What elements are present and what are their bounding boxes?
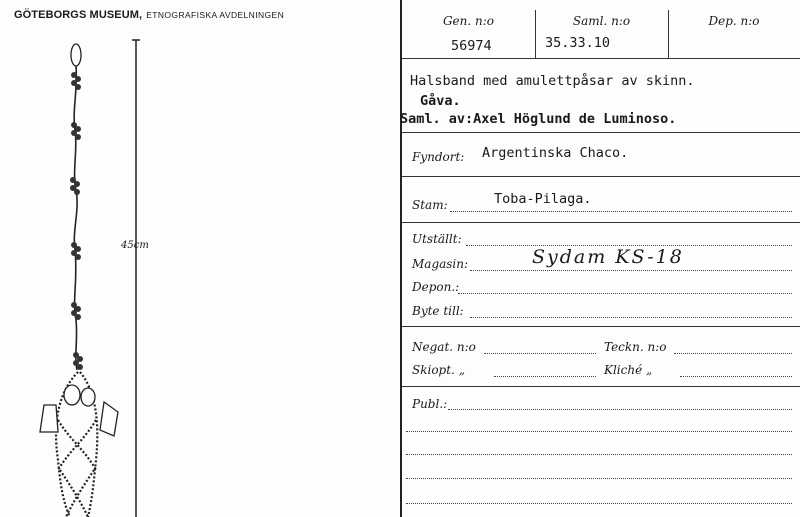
row-divider [402, 326, 800, 327]
necklace-drawing [0, 30, 390, 517]
skiopt-line [494, 376, 596, 377]
dep-no-label: Dep. n:o [708, 14, 760, 28]
magasin-line [470, 270, 792, 271]
gen-no-label: Gen. n:o [442, 14, 495, 28]
stam-value: Toba-Pilaga. [494, 191, 592, 207]
depon-label: Depon.: [412, 280, 460, 294]
publ-line [448, 409, 792, 410]
publ-line [406, 454, 792, 455]
museum-name: GÖTEBORGS MUSEUM, [14, 9, 143, 21]
header-divider [402, 58, 800, 59]
stam-label: Stam: [412, 198, 448, 212]
negat-label: Negat. n:o [412, 340, 476, 354]
magasin-value: Sydam KS-18 [532, 246, 684, 268]
skiopt-label: Skiopt. „ [412, 363, 465, 377]
row-divider [402, 386, 800, 387]
magasin-label: Magasin: [412, 257, 469, 271]
row-divider [402, 222, 800, 223]
utstallt-label: Utställt: [412, 232, 462, 246]
teckn-label: Teckn. n:o [604, 340, 667, 354]
publ-label: Publ.: [412, 397, 448, 411]
acquisition: Gåva. [420, 93, 461, 109]
publ-line [406, 478, 792, 479]
description: Halsband med amulettpåsar av skinn. [410, 73, 695, 89]
kliche-label: Kliché „ [604, 363, 653, 377]
publ-line [406, 503, 792, 504]
teckn-line [674, 353, 792, 354]
kliche-line [680, 376, 792, 377]
byte-label: Byte till: [412, 304, 464, 318]
collector: Saml. av:Axel Höglund de Luminoso. [400, 111, 677, 127]
museum-header [14, 9, 284, 21]
depon-line [458, 293, 792, 294]
byte-line [470, 317, 792, 318]
row-divider [402, 176, 800, 177]
department-name: ETNOGRAFISKA AVDELNINGEN [146, 10, 285, 20]
measurement-note: 45cm [121, 240, 149, 251]
negat-line [484, 353, 596, 354]
gen-no-value: 56974 [451, 38, 492, 54]
saml-no-label: Saml. n:o [572, 14, 631, 28]
card-border [400, 0, 402, 517]
fyndort-label: Fyndort: [412, 150, 465, 164]
stam-line [450, 211, 792, 212]
row-divider [402, 132, 800, 133]
saml-no-value: 35.33.10 [545, 35, 611, 51]
fyndort-value: Argentinska Chaco. [482, 145, 629, 161]
publ-line [406, 431, 792, 432]
